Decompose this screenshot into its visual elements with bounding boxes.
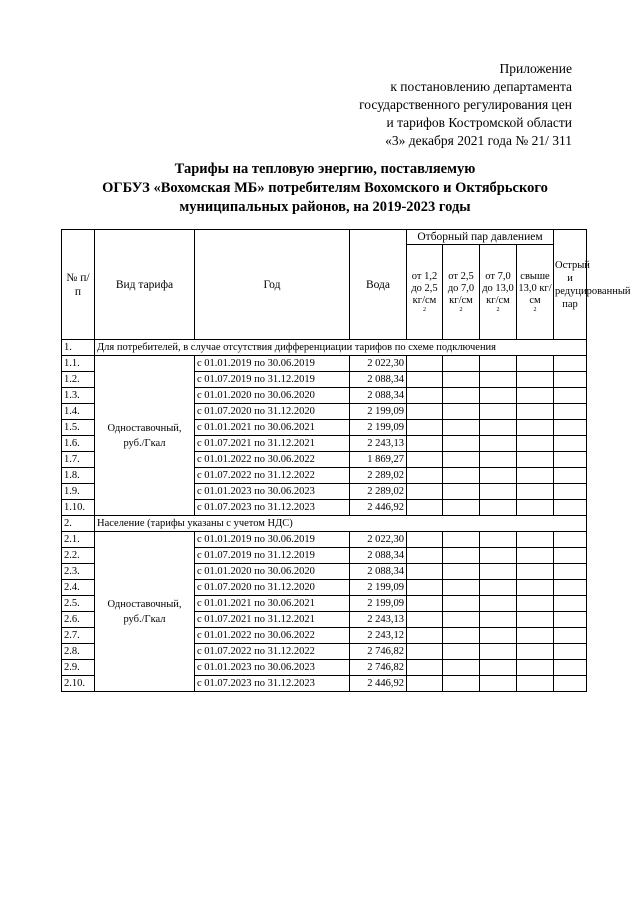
water-value-cell: 2 446,92	[350, 500, 407, 516]
empty-steam-cell	[480, 388, 517, 404]
section-num: 1.	[62, 340, 95, 356]
water-value-cell: 2 199,09	[350, 580, 407, 596]
section-label: Население (тарифы указаны с учетом НДС)	[95, 516, 587, 532]
header-water: Вода	[350, 230, 407, 340]
row-num: 2.5.	[62, 596, 95, 612]
appendix-line: государственного регулирования цен	[359, 97, 572, 112]
table-row	[62, 532, 587, 548]
period-cell: с 01.07.2019 по 31.12.2019	[195, 372, 350, 388]
section-label: Для потребителей, в случае отсутствия дифференциации тарифов по схеме подключения	[95, 340, 587, 356]
appendix-block	[359, 60, 572, 150]
empty-steam-cell	[407, 452, 443, 468]
title-line: муниципальных районов, на 2019-2023 годы	[179, 199, 471, 215]
empty-steam-cell	[443, 356, 480, 372]
empty-steam-cell	[443, 548, 480, 564]
empty-steam-cell	[407, 660, 443, 676]
water-value-cell: 2 199,09	[350, 420, 407, 436]
row-num: 2.1.	[62, 532, 95, 548]
header-num: № п/п	[62, 230, 95, 340]
empty-steam-cell	[480, 612, 517, 628]
document-title	[60, 160, 590, 217]
empty-steam-cell	[554, 404, 587, 420]
tariff-type-cell: Одноставочный, руб./Гкал	[95, 356, 195, 516]
empty-steam-cell	[517, 644, 554, 660]
empty-steam-cell	[407, 612, 443, 628]
water-value-cell: 2 746,82	[350, 660, 407, 676]
row-num: 2.3.	[62, 564, 95, 580]
empty-steam-cell	[480, 564, 517, 580]
period-cell: с 01.01.2019 по 30.06.2019	[195, 356, 350, 372]
header-steam-4: свыше 13,0 кг/см 2	[517, 245, 554, 340]
empty-steam-cell	[517, 436, 554, 452]
title-line: ОГБУЗ «Вохомская МБ» потребителям Вохомского и Октябрьского	[102, 180, 548, 196]
row-num: 1.4.	[62, 404, 95, 420]
empty-steam-cell	[407, 388, 443, 404]
empty-steam-cell	[480, 468, 517, 484]
empty-steam-cell	[443, 468, 480, 484]
period-cell: с 01.07.2021 по 31.12.2021	[195, 612, 350, 628]
water-value-cell: 2 088,34	[350, 372, 407, 388]
row-num: 2.8.	[62, 644, 95, 660]
empty-steam-cell	[480, 420, 517, 436]
water-value-cell: 2 088,34	[350, 564, 407, 580]
table-row	[62, 356, 587, 372]
empty-steam-cell	[407, 372, 443, 388]
water-value-cell: 2 289,02	[350, 468, 407, 484]
empty-steam-cell	[554, 596, 587, 612]
empty-steam-cell	[554, 468, 587, 484]
empty-steam-cell	[517, 548, 554, 564]
water-value-cell: 2 243,13	[350, 436, 407, 452]
empty-steam-cell	[443, 500, 480, 516]
empty-steam-cell	[517, 468, 554, 484]
period-cell: с 01.01.2022 по 30.06.2022	[195, 452, 350, 468]
empty-steam-cell	[517, 484, 554, 500]
row-num: 2.7.	[62, 628, 95, 644]
water-value-cell: 2 022,30	[350, 532, 407, 548]
empty-steam-cell	[480, 372, 517, 388]
tariff-type-cell: Одноставочный, руб./Гкал	[95, 532, 195, 692]
empty-steam-cell	[554, 676, 587, 692]
empty-steam-cell	[480, 484, 517, 500]
row-num: 1.5.	[62, 420, 95, 436]
empty-steam-cell	[480, 436, 517, 452]
empty-steam-cell	[480, 356, 517, 372]
empty-steam-cell	[517, 628, 554, 644]
empty-steam-cell	[554, 356, 587, 372]
empty-steam-cell	[517, 372, 554, 388]
period-cell: с 01.01.2020 по 30.06.2020	[195, 388, 350, 404]
empty-steam-cell	[480, 596, 517, 612]
empty-steam-cell	[480, 500, 517, 516]
empty-steam-cell	[517, 532, 554, 548]
title-line: Тарифы на тепловую энергию, поставляемую	[174, 161, 476, 177]
row-num: 2.10.	[62, 676, 95, 692]
empty-steam-cell	[554, 500, 587, 516]
row-num: 1.2.	[62, 372, 95, 388]
empty-steam-cell	[517, 660, 554, 676]
empty-steam-cell	[554, 628, 587, 644]
empty-steam-cell	[443, 484, 480, 500]
water-value-cell: 2 243,13	[350, 612, 407, 628]
empty-steam-cell	[517, 388, 554, 404]
empty-steam-cell	[517, 452, 554, 468]
empty-steam-cell	[517, 564, 554, 580]
empty-steam-cell	[443, 644, 480, 660]
empty-steam-cell	[443, 660, 480, 676]
row-num: 1.1.	[62, 356, 95, 372]
period-cell: с 01.07.2020 по 31.12.2020	[195, 404, 350, 420]
empty-steam-cell	[443, 372, 480, 388]
period-cell: с 01.01.2023 по 30.06.2023	[195, 484, 350, 500]
empty-steam-cell	[554, 612, 587, 628]
empty-steam-cell	[407, 420, 443, 436]
empty-steam-cell	[407, 676, 443, 692]
empty-steam-cell	[443, 452, 480, 468]
empty-steam-cell	[407, 436, 443, 452]
empty-steam-cell	[443, 388, 480, 404]
row-num: 2.2.	[62, 548, 95, 564]
row-num: 1.6.	[62, 436, 95, 452]
table-body	[62, 340, 587, 692]
empty-steam-cell	[554, 420, 587, 436]
empty-steam-cell	[443, 420, 480, 436]
empty-steam-cell	[480, 404, 517, 420]
water-value-cell: 1 869,27	[350, 452, 407, 468]
water-value-cell: 2 088,34	[350, 388, 407, 404]
appendix-line: к постановлению департамента	[390, 79, 572, 94]
header-steam-3: от 7,0 до 13,0 кг/см 2	[480, 245, 517, 340]
water-value-cell: 2 746,82	[350, 644, 407, 660]
empty-steam-cell	[407, 500, 443, 516]
period-cell: с 01.01.2022 по 30.06.2022	[195, 628, 350, 644]
empty-steam-cell	[443, 676, 480, 692]
empty-steam-cell	[480, 628, 517, 644]
water-value-cell: 2 199,09	[350, 596, 407, 612]
empty-steam-cell	[443, 436, 480, 452]
empty-steam-cell	[443, 564, 480, 580]
period-cell: с 01.07.2023 по 31.12.2023	[195, 500, 350, 516]
header-steam-2: от 2,5 до 7,0 кг/см 2	[443, 245, 480, 340]
tariff-table	[61, 229, 631, 692]
period-cell: с 01.07.2020 по 31.12.2020	[195, 580, 350, 596]
empty-steam-cell	[554, 660, 587, 676]
empty-steam-cell	[554, 548, 587, 564]
row-num: 2.6.	[62, 612, 95, 628]
period-cell: с 01.01.2019 по 30.06.2019	[195, 532, 350, 548]
water-value-cell: 2 088,34	[350, 548, 407, 564]
empty-steam-cell	[480, 676, 517, 692]
header-steam-group: Отборный пар давлением	[407, 230, 554, 245]
period-cell: с 01.01.2023 по 30.06.2023	[195, 660, 350, 676]
row-num: 1.3.	[62, 388, 95, 404]
section-row	[62, 516, 587, 532]
empty-steam-cell	[407, 356, 443, 372]
header-year: Год	[195, 230, 350, 340]
empty-steam-cell	[407, 404, 443, 420]
period-cell: с 01.07.2021 по 31.12.2021	[195, 436, 350, 452]
empty-steam-cell	[554, 452, 587, 468]
empty-steam-cell	[554, 372, 587, 388]
appendix-line: и тарифов Костромской области	[386, 115, 572, 130]
empty-steam-cell	[554, 580, 587, 596]
empty-steam-cell	[480, 532, 517, 548]
empty-steam-cell	[517, 500, 554, 516]
empty-steam-cell	[517, 404, 554, 420]
period-cell: с 01.07.2022 по 31.12.2022	[195, 644, 350, 660]
section-row	[62, 340, 587, 356]
period-cell: с 01.01.2021 по 30.06.2021	[195, 596, 350, 612]
empty-steam-cell	[517, 356, 554, 372]
empty-steam-cell	[443, 628, 480, 644]
water-value-cell: 2 199,09	[350, 404, 407, 420]
water-value-cell: 2 289,02	[350, 484, 407, 500]
row-num: 1.7.	[62, 452, 95, 468]
empty-steam-cell	[554, 388, 587, 404]
empty-steam-cell	[517, 580, 554, 596]
row-num: 1.9.	[62, 484, 95, 500]
empty-steam-cell	[554, 436, 587, 452]
empty-steam-cell	[443, 596, 480, 612]
empty-steam-cell	[443, 404, 480, 420]
header-tariff-type: Вид тарифа	[95, 230, 195, 340]
empty-steam-cell	[517, 676, 554, 692]
empty-steam-cell	[554, 532, 587, 548]
empty-steam-cell	[407, 580, 443, 596]
water-value-cell: 2 243,12	[350, 628, 407, 644]
period-cell: с 01.07.2022 по 31.12.2022	[195, 468, 350, 484]
appendix-line: Приложение	[499, 61, 572, 76]
period-cell: с 01.07.2019 по 31.12.2019	[195, 548, 350, 564]
empty-steam-cell	[407, 644, 443, 660]
header-sharp-steam: Острый и редуцированный пар	[554, 230, 587, 340]
empty-steam-cell	[480, 452, 517, 468]
row-num: 1.10.	[62, 500, 95, 516]
header-steam-1: от 1,2 до 2,5 кг/см 2	[407, 245, 443, 340]
empty-steam-cell	[517, 596, 554, 612]
empty-steam-cell	[517, 612, 554, 628]
empty-steam-cell	[480, 644, 517, 660]
period-cell: с 01.01.2020 по 30.06.2020	[195, 564, 350, 580]
appendix-line: «3» декабря 2021 года № 21/ 311	[385, 133, 572, 148]
empty-steam-cell	[517, 420, 554, 436]
empty-steam-cell	[407, 484, 443, 500]
empty-steam-cell	[443, 532, 480, 548]
empty-steam-cell	[480, 660, 517, 676]
period-cell: с 01.07.2023 по 31.12.2023	[195, 676, 350, 692]
empty-steam-cell	[443, 580, 480, 596]
empty-steam-cell	[407, 596, 443, 612]
row-num: 2.4.	[62, 580, 95, 596]
empty-steam-cell	[407, 548, 443, 564]
row-num: 2.9.	[62, 660, 95, 676]
empty-steam-cell	[407, 532, 443, 548]
empty-steam-cell	[554, 484, 587, 500]
empty-steam-cell	[480, 548, 517, 564]
empty-steam-cell	[554, 644, 587, 660]
empty-steam-cell	[407, 628, 443, 644]
empty-steam-cell	[480, 580, 517, 596]
water-value-cell: 2 446,92	[350, 676, 407, 692]
period-cell: с 01.01.2021 по 30.06.2021	[195, 420, 350, 436]
empty-steam-cell	[443, 612, 480, 628]
row-num: 1.8.	[62, 468, 95, 484]
empty-steam-cell	[407, 468, 443, 484]
section-num: 2.	[62, 516, 95, 532]
empty-steam-cell	[554, 564, 587, 580]
water-value-cell: 2 022,30	[350, 356, 407, 372]
empty-steam-cell	[407, 564, 443, 580]
